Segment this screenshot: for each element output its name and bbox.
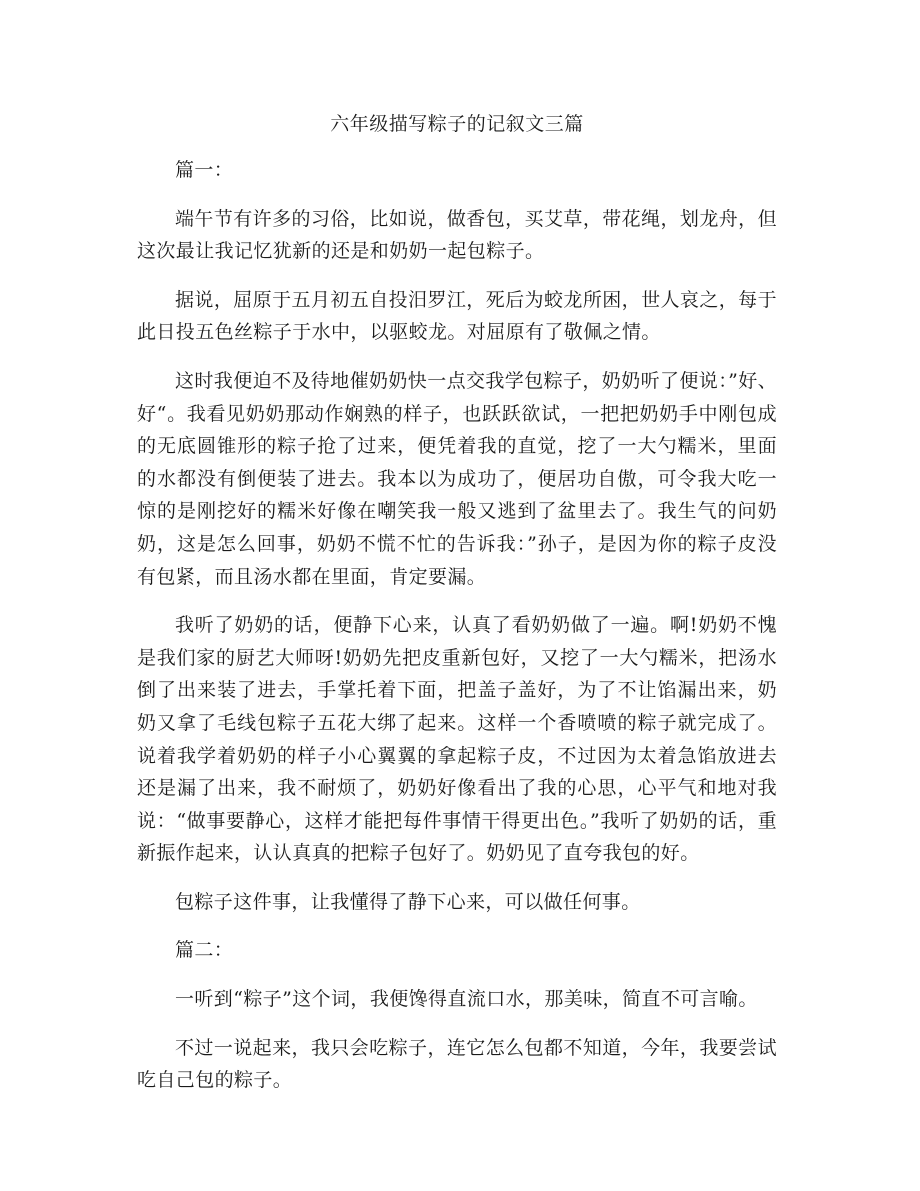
paragraph: 端午节有许多的习俗，比如说，做香包，买艾草，带花绳，划龙舟，但这次最让我记忆犹新的还是和奶奶一起包粽子。 — [137, 207, 777, 263]
section-heading-1: 篇一： — [175, 159, 234, 181]
paragraph: 我听了奶奶的话，便静下心来，认真了看奶奶做了一遍。啊!奶奶不愧是我们家的厨艺大师呀!奶奶先把皮重新包好，又挖了一大勺糯米，把汤水倒了出来装了进去，手掌托着下面，把盖子盖好，为了不让馅漏出来，奶奶又拿了毛线包粽子五花大绑了起来。这样一个香喷喷的粽子就完成了。说着我学着奶奶的样子小心翼翼的拿起粽子皮，不过因为太着急馅放进去还是漏了出来，我不耐烦了，奶奶好像看出了我的心思，心平气和地对我说：“做事要静心，这样才能把每件事情干得更出色。”我听了奶奶的话，重新振作起来，认认真真的把粽子包好了。奶奶见了直夸我包的好。 — [137, 614, 777, 865]
document-title: 六年级描写粽子的记叙文三篇 — [330, 113, 584, 135]
paragraph: 这时我便迫不及待地催奶奶快一点交我学包粽子，奶奶听了便说：”好、好“。我看见奶奶那动作娴熟的样子，也跃跃欲试，一把把奶奶手中刚包成的无底圆锥形的粽子抢了过来，便凭着我的直觉，挖了一大勺糯米，里面的水都没有倒便装了进去。我本以为成功了，便居功自傲，可令我大吃一惊的是刚挖好的糯米好像在嘲笑我一般又逃到了盆里去了。我生气的问奶奶，这是怎么回事，奶奶不慌不忙的告诉我：”孙子，是因为你的粽子皮没有包紧，而且汤水都在里面，肯定要漏。 — [137, 369, 778, 588]
paragraph: 不过一说起来，我只会吃粽子，连它怎么包都不知道，今年，我要尝试吃自己包的粽子。 — [137, 1036, 777, 1092]
paragraph: 一听到“粽子”这个词，我便馋得直流口水，那美味，简直不可言喻。 — [175, 988, 758, 1011]
paragraph: 包粽子这件事，让我懂得了静下心来，可以做任何事。 — [175, 890, 641, 913]
paragraph: 据说，屈原于五月初五自投汨罗江，死后为蛟龙所困，世人哀之，每于此日投五色丝粽子于水中，以驱蛟龙。对屈原有了敬佩之情。 — [137, 288, 777, 344]
document-page — [137, 108, 777, 1113]
section-heading-2: 篇二： — [175, 939, 234, 962]
